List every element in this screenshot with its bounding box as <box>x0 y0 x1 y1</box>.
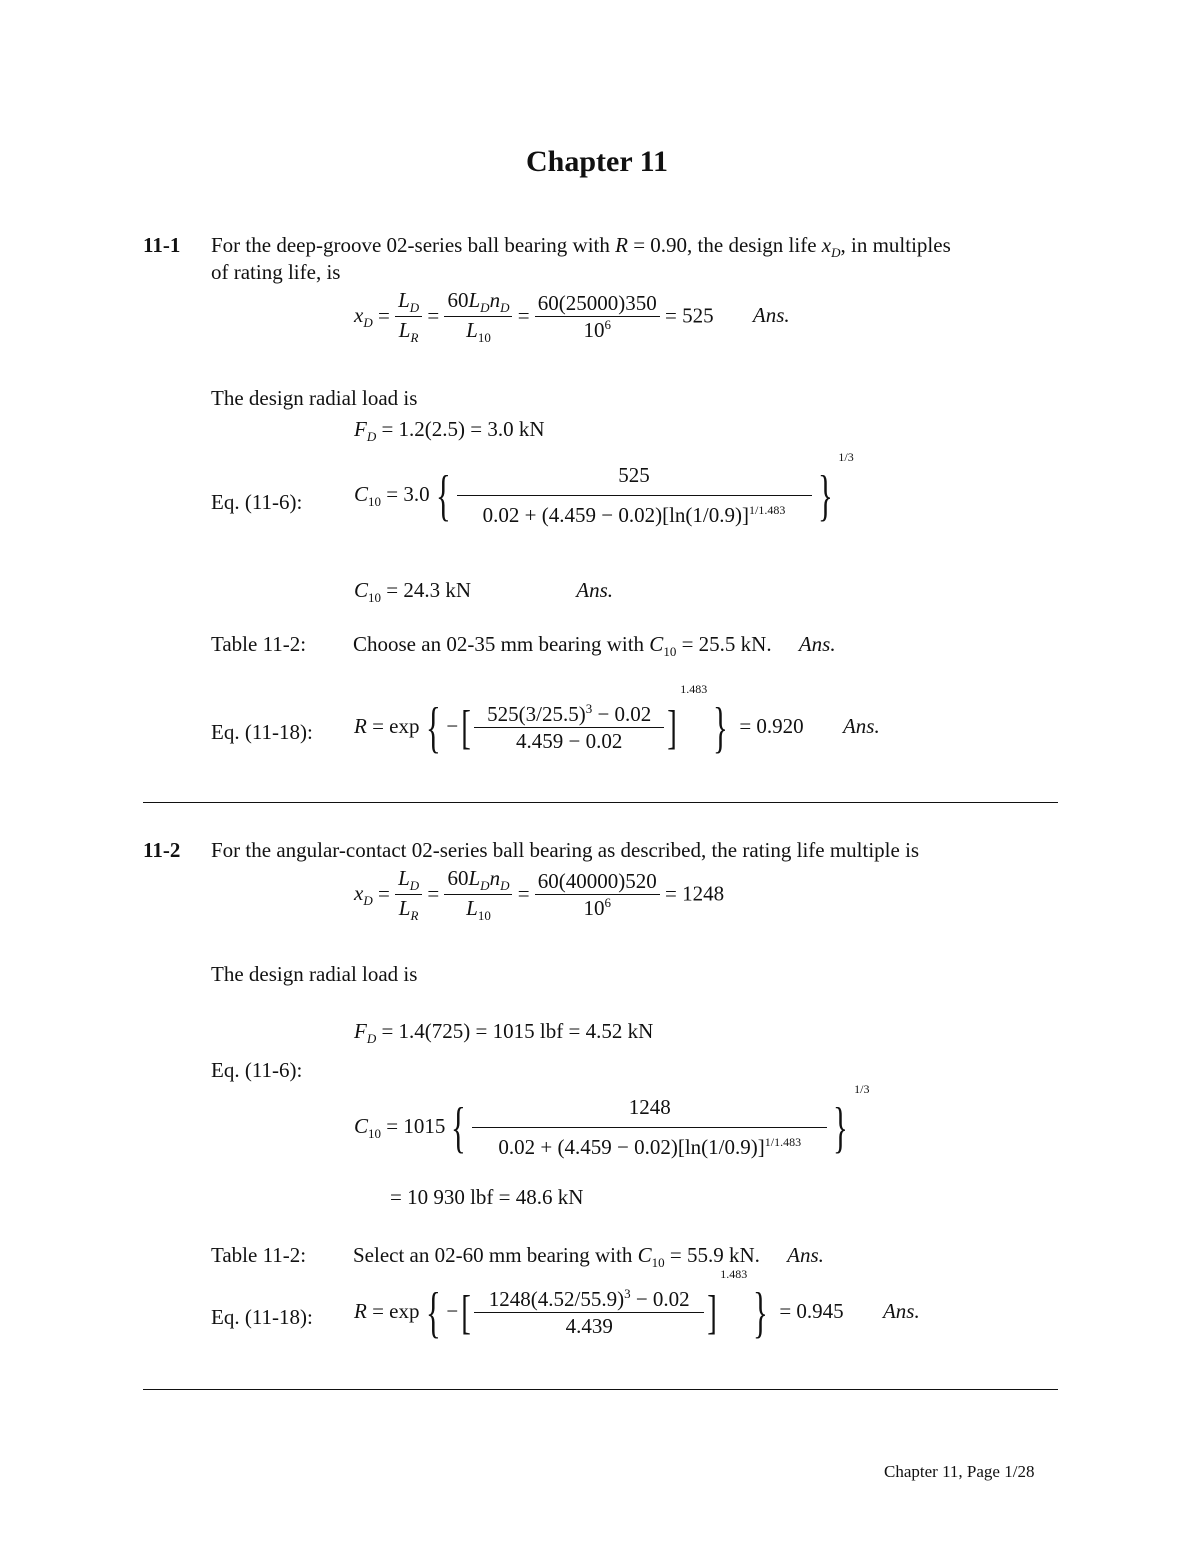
c10-equation-11-2: $C_{10} = 1015$ { $\frac{1248}{0.02 + (4.459 - 0.02)[\ln(1/0.9)]^{1/1.483}}$ }$^{1/3}$ <box>354 1082 870 1160</box>
problem-11-1-intro: For the deep-groove 02-series ball bearing with R = 0.90, the design life $x_D$, in multiples <box>211 233 951 261</box>
bearing-selection-11-2: Select an 02-60 mm bearing with $C_{10} = 55.9$ kN. Ans. <box>353 1243 824 1271</box>
design-radial-load-text-2: The design radial load is <box>211 962 418 986</box>
table-11-2-label-2: Table 11-2: <box>211 1243 307 1267</box>
problem-11-1-intro-line2: of rating life, is <box>211 260 341 284</box>
fd-equation-11-2: $F_D = 1.4(725) = 1015$ lbf = 4.52 kN <box>354 1019 654 1047</box>
xd-equation-11-1: $x_D$ = $\frac{L_D}{L_R}$ = $\frac{60L_Dn_D}{L_{10}}$ = $\frac{60(25000)350}{10^6}$ = 525 Ans. <box>354 288 790 345</box>
section-divider-2 <box>143 1389 1058 1390</box>
c10-result-11-2: = 10 930 lbf = 48.6 kN <box>390 1185 584 1209</box>
eq-11-18-label-2: Eq. (11-18): <box>211 1305 313 1329</box>
bearing-selection-11-1: Choose an 02-35 mm bearing with $C_{10} = 25.5$ kN. Ans. <box>353 632 836 660</box>
table-11-2-label: Table 11-2: <box>211 632 307 656</box>
page-footer: Chapter 11, Page 1/28 <box>884 1462 1035 1481</box>
eq-11-18-label: Eq. (11-18): <box>211 720 313 744</box>
design-radial-load-text: The design radial load is <box>211 386 418 410</box>
xd-numerator: 60(25000)350 <box>535 291 660 317</box>
xd-result: = 525 <box>665 303 714 328</box>
problem-number-11-2: 11-2 <box>143 838 181 862</box>
eq-11-6-label-2: Eq. (11-6): <box>211 1058 303 1082</box>
answer-marker: Ans. <box>752 303 790 328</box>
problem-number-11-1: 11-1 <box>143 233 181 257</box>
c10-equation-11-1: $C_{10} = 3.0$ { $\frac{525}{0.02 + (4.459 - 0.02)[\ln(1/0.9)]^{1/1.483}}$ }$^{1/3}$ <box>354 450 854 528</box>
fd-equation-11-1: $F_D = 1.2(2.5) = 3.0$ kN <box>354 417 545 445</box>
c10-result-11-1: $C_{10} = 24.3$ kN Ans. <box>354 578 614 606</box>
reliability-equation-11-1: R = exp { −[ $\frac{525(3/25.5)^3 - 0.02}{4.459 - 0.02}$ ]$^{1.483}$} = 0.920 Ans. <box>354 682 880 760</box>
xd-equation-11-2: $x_D$ = $\frac{L_D}{L_R}$ = $\frac{60L_Dn_D}{L_{10}}$ = $\frac{60(40000)520}{10^6}$ = 1248 <box>354 866 725 923</box>
eq-11-6-label: Eq. (11-6): <box>211 490 303 514</box>
page-title: Chapter 11 <box>526 145 668 178</box>
reliability-equation-11-2: R = exp { −[ $\frac{1248(4.52/55.9)^3 - 0.02}{4.439}$ ]$^{1.483}$} = 0.945 Ans. <box>354 1267 920 1345</box>
section-divider <box>143 802 1058 803</box>
problem-11-2-intro: For the angular-contact 02-series ball bearing as described, the rating life multiple is <box>211 838 920 862</box>
